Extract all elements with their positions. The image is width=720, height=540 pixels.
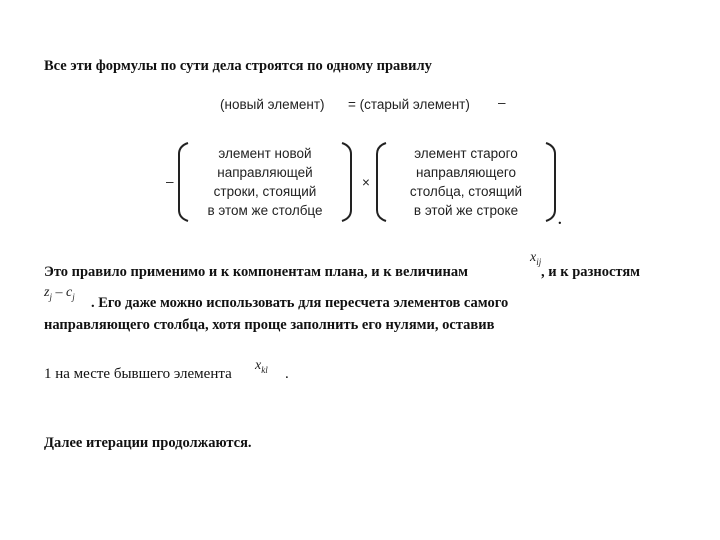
right-matrix-line: направляющего — [415, 165, 517, 180]
para2-text: 1 на месте бывшего элемента — [44, 366, 232, 382]
formula-eq: = (старый элемент) — [348, 97, 470, 112]
right-matrix-line: элемент старого — [414, 146, 518, 161]
left-matrix-line: элемент новой — [218, 146, 312, 161]
var-z-minus-c: $z_j - c_j$ — [44, 285, 75, 302]
final-line: Далее итерации продолжаются. — [44, 435, 252, 451]
right-matrix-cell — [386, 144, 546, 220]
var-x-kl: $x_{kl}$ — [255, 358, 268, 375]
right-paren-icon — [544, 142, 558, 222]
right-matrix-line: столбца, стоящий — [409, 184, 523, 199]
formula-minus-left: – — [166, 174, 174, 189]
left-paren-icon — [176, 142, 190, 222]
para2-period: . — [285, 366, 289, 382]
para1-line3: направляющего столбца, хотя проще заполнить его нулями, оставив — [44, 317, 495, 333]
formula-times: × — [362, 175, 370, 190]
para1-line2: . Его даже можно использовать для пересчета элементов самого — [91, 295, 509, 311]
left-matrix-line: строки, стоящий — [213, 184, 317, 199]
var-x-ij: $x_{ij}$ — [530, 250, 542, 267]
formula-minus-right: – — [498, 95, 506, 110]
right-matrix-line: в этой же строке — [413, 203, 519, 218]
para1-line1: Это правило применимо и к компонентам плана, и к величинам — [44, 264, 468, 280]
left-matrix-cell — [190, 144, 340, 220]
heading: Все эти формулы по сути дела строятся по одному правилу — [44, 58, 432, 74]
formula-period: . — [558, 212, 562, 228]
left-matrix-line: в этом же столбце — [207, 203, 323, 218]
left-matrix-line: направляющей — [217, 165, 313, 180]
formula-lhs: (новый элемент) — [220, 97, 325, 112]
right-paren-icon — [340, 142, 354, 222]
para1-line1-tail: , и к разностям — [541, 264, 641, 280]
